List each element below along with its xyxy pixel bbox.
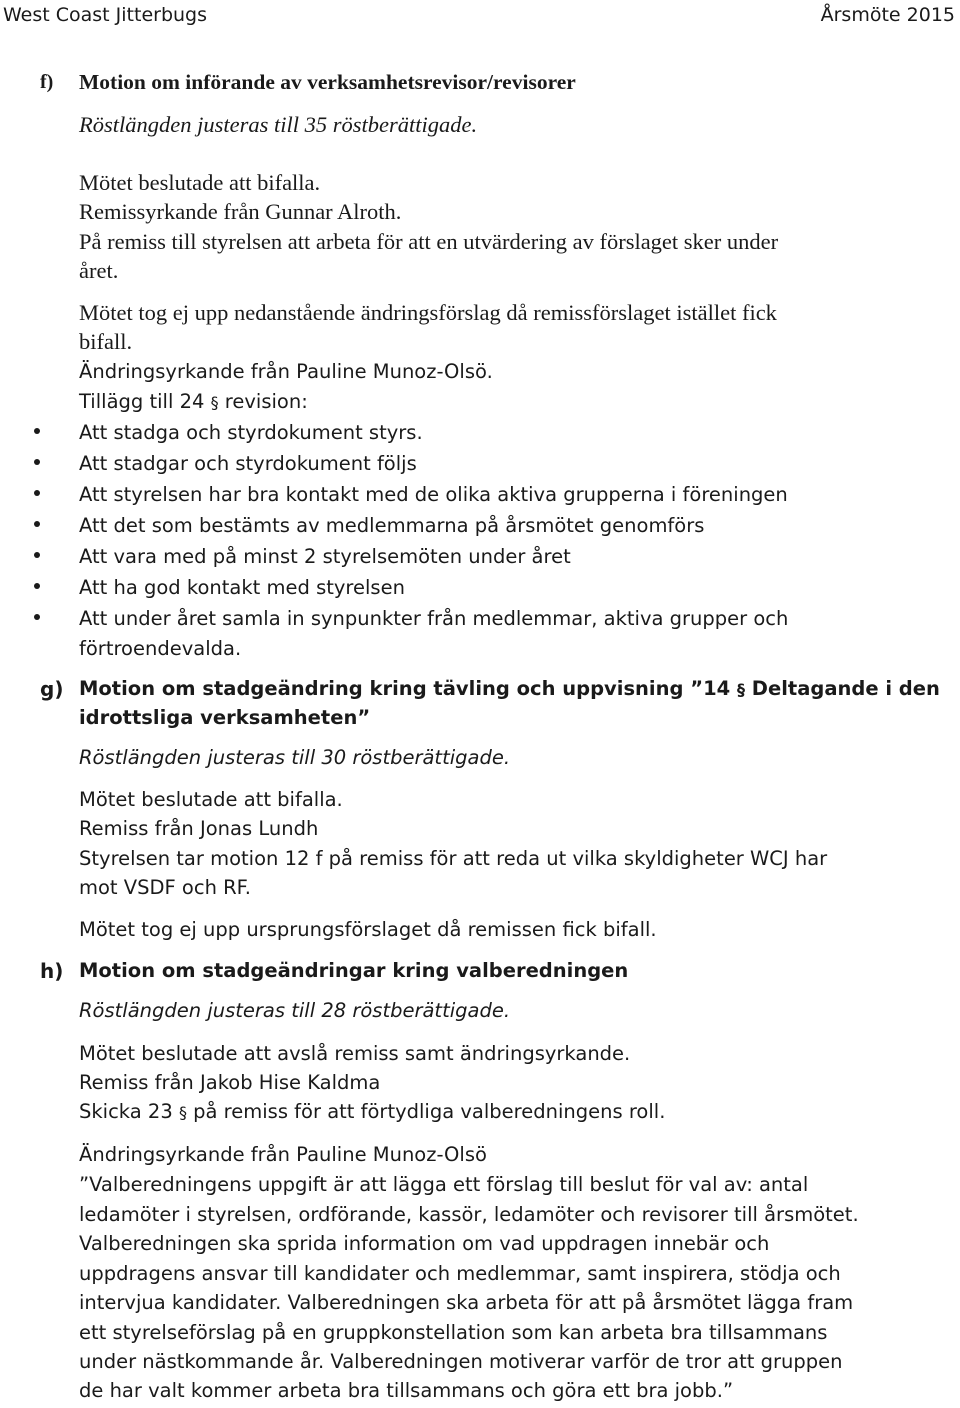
section-f-remiss-text-1: På remiss till styrelsen att arbeta för att en utvärdering av förslaget sker under [79, 229, 779, 254]
section-h-quote-line-4: uppdragens ansvar till kandidater och medlemmar, samt inspirera, stödja och [79, 1262, 841, 1285]
section-h-quote-line-7: under nästkommande år. Valberedningen motiverar varför de tror att gruppen [79, 1350, 843, 1373]
section-sign-icon: § [178, 1103, 187, 1122]
section-h-quote-line-3: Valberedningen ska sprida information om vad uppdragen innebär och [79, 1232, 770, 1255]
section-f-title: Motion om införande av verksamhetsrevisor/revisorer [79, 70, 576, 94]
section-g-roll-call: Röstlängden justeras till 30 röstberättigade. [79, 746, 511, 769]
section-g-remiss-text-1: Styrelsen tar motion 12 f på remiss för att reda ut vilka skyldigheter WCJ har [79, 847, 828, 870]
section-f-remiss-text-2: året. [79, 258, 119, 283]
section-f-bullet-2: Att stadgar och styrdokument följs [79, 452, 417, 475]
section-sign-icon: § [737, 680, 745, 699]
section-g-note: Mötet tog ej upp ursprungsförslaget då remissen fick bifall. [79, 918, 657, 941]
section-h-marker: h) [40, 959, 64, 983]
section-f-bullet-4: Att det som bestämts av medlemmarna på årsmötet genomförs [79, 514, 705, 537]
header-left: West Coast Jitterbugs [3, 4, 208, 26]
section-h-remiss-text-post: på remiss för att förtydliga valberedningens roll. [186, 1100, 666, 1123]
section-f-note-1: Mötet tog ej upp nedanstående ändringsförslag då remissförslaget istället fick [79, 300, 777, 325]
section-g-marker: g) [40, 677, 64, 701]
bullet-dot [34, 614, 40, 620]
bullet-dot [34, 490, 40, 496]
section-g-remiss-text-2: mot VSDF och RF. [79, 876, 251, 899]
section-f-addition-post: revision: [218, 390, 308, 413]
section-f-addition-pre: Tillägg till 24 [79, 390, 205, 413]
section-f-marker: f) [40, 71, 54, 93]
bullet-dot [34, 428, 40, 434]
section-h-quote-line-1: ”Valberedningens uppgift är att lägga ett förslag till beslut för val av: antal [79, 1173, 809, 1196]
section-f-bullet-cont: förtroendevalda. [79, 637, 242, 660]
section-h-amend-by: Ändringsyrkande från Pauline Munoz-Olsö [79, 1143, 487, 1166]
section-g-title-1-post: Deltagande i den [745, 677, 940, 700]
section-h-remiss-text-pre: Skicka 23 [79, 1100, 173, 1123]
section-g-remiss-by: Remiss från Jonas Lundh [79, 817, 319, 840]
section-f-remiss-by: Remissyrkande från Gunnar Alroth. [79, 199, 402, 224]
section-h-quote-line-8: de har valt kommer arbeta bra tillsammans och göra ett bra jobb.” [79, 1379, 734, 1402]
section-g-decision: Mötet beslutade att bifalla. [79, 788, 343, 811]
section-f-bullet-7: Att under året samla in synpunkter från medlemmar, aktiva grupper och [79, 607, 789, 630]
section-f-addition [79, 389, 308, 416]
section-h-quote-line-6: ett styrelseförslag på en gruppkonstellation som kan arbeta bra tillsammans [79, 1321, 828, 1344]
section-f-bullet-1: Att stadga och styrdokument styrs. [79, 421, 423, 444]
section-g-title-2: idrottsliga verksamheten” [79, 706, 371, 729]
section-h-remiss-by: Remiss från Jakob Hise Kaldma [79, 1071, 381, 1094]
section-h-decision: Mötet beslutade att avslå remiss samt ändringsyrkande. [79, 1042, 631, 1065]
section-f-bullet-5: Att vara med på minst 2 styrelsemöten under året [79, 545, 571, 568]
section-f-decision: Mötet beslutade att bifalla. [79, 170, 321, 195]
section-h-quote-line-5: intervjua kandidater. Valberedningen ska arbeta för att på årsmötet lägga fram [79, 1291, 854, 1314]
bullet-dot [34, 521, 40, 527]
section-h-remiss-text [79, 1099, 665, 1126]
section-f-bullet-6: Att ha god kontakt med styrelsen [79, 576, 405, 599]
header-right: Årsmöte 2015 [820, 4, 955, 26]
section-f-amend-by: Ändringsyrkande från Pauline Munoz-Olsö. [79, 360, 493, 383]
section-g-title-1-pre: Motion om stadgeändring kring tävling och uppvisning ”14 [79, 677, 731, 700]
bullet-dot [34, 459, 40, 465]
section-h-title: Motion om stadgeändringar kring valberedningen [79, 959, 629, 982]
bullet-dot [34, 552, 40, 558]
section-g-title-1 [79, 676, 940, 703]
section-h-roll-call: Röstlängden justeras till 28 röstberättigade. [79, 999, 511, 1022]
section-sign-icon: § [210, 393, 219, 412]
section-f-roll-call: Röstlängden justeras till 35 röstberättigade. [79, 112, 478, 137]
section-h-quote-line-2: ledamöter i styrelsen, ordförande, kassör, ledamöter och revisorer till årsmötet. [79, 1203, 859, 1226]
section-f-note-2: bifall. [79, 329, 133, 354]
section-f-bullet-3: Att styrelsen har bra kontakt med de olika aktiva grupperna i föreningen [79, 483, 788, 506]
bullet-dot [34, 583, 40, 589]
